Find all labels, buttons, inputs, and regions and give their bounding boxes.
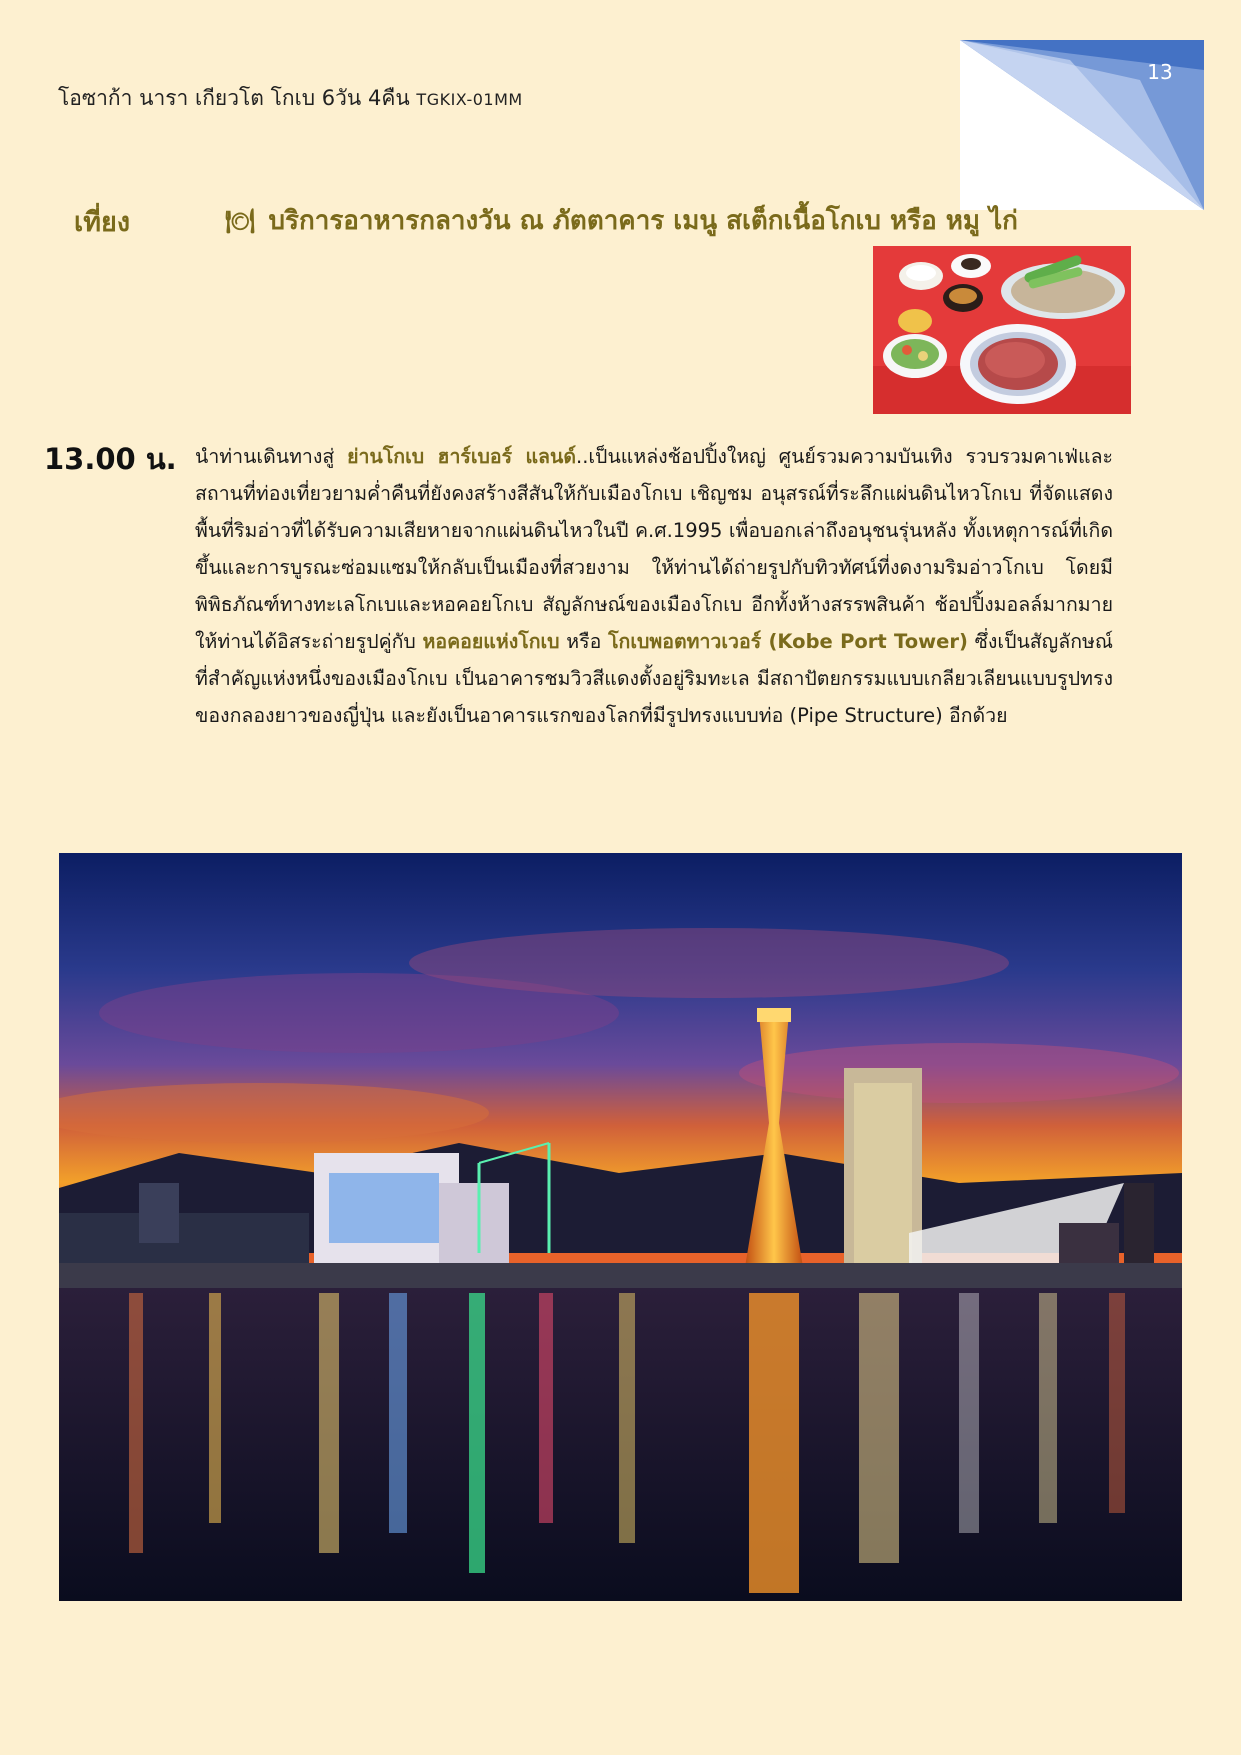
tour-title: โอซาก้า นารา เกียวโต โกเบ 6วัน 4คืน bbox=[58, 86, 410, 110]
lunch-text: บริการอาหารกลางวัน ณ ภัตตาคาร เมนู สเต็กเนื้อโกเบ หรือ หมู ไก่ bbox=[268, 206, 1018, 236]
kobe-harbor-night-photo bbox=[59, 853, 1182, 1601]
highlight-kobe-tower: หอคอยแห่งโกเบ bbox=[422, 630, 560, 653]
activity-description bbox=[195, 438, 1113, 734]
description-text: นำท่านเดินทางสู่ bbox=[195, 445, 348, 468]
highlight-kobe-port-tower: โกเบพอตทาวเวอร์ (Kobe Port Tower) bbox=[608, 630, 968, 653]
lunch-description bbox=[225, 200, 1018, 241]
time-label: 13.00 น. bbox=[44, 442, 177, 476]
highlight-harborland: ย่านโกเบ ฮาร์เบอร์ แลนด์ bbox=[347, 445, 576, 468]
page-number: 13 bbox=[1147, 60, 1173, 84]
description-text: ซึ่งเป็นสัญลักษณ์ที่สำคัญแห่งหนึ่งของเมืองโกเบ เป็นอาคารชมวิวสีแดงตั้งอยู่ริมทะเล มีสถาปัตยกรรมแบบเกลียวเลียนแบบรูปทรงของกลองยาวของญี่ปุ่น และยังเป็นอาคารแรกของโลกที่มีรูปทรงแบบท่อ (Pipe Structure) อีกด้วย bbox=[195, 630, 1114, 727]
lunch-label: เที่ยง bbox=[74, 207, 131, 238]
plate-cutlery-icon: 🍽 bbox=[225, 207, 256, 235]
food-photo bbox=[873, 246, 1131, 414]
tour-code: TGKIX-01MM bbox=[416, 90, 523, 109]
description-text: หรือ bbox=[559, 630, 609, 653]
document-header bbox=[58, 82, 523, 115]
description-text: ..เป็นแหล่งช้อปปิ้งใหญ่ ศูนย์รวมความบันเทิง รวบรวมคาเฟ่และสถานที่ท่องเที่ยวยามค่ำคืนที่ยังคงสร้างสีสันให้กับเมืองโกเบ เชิญชม อนุสรณ์ที่ระลึกแผ่นดินไหวโกเบ ที่จัดแสดงพื้นที่ริมอ่าวที่ได้รับความเสียหายจากแผ่นดินไหวในปี ค.ศ.1995 เพื่อบอกเล่าถึงอนุชนรุ่นหลัง ทั้งเหตุการณ์ที่เกิดขึ้นและการบูรณะซ่อมแซมให้กลับเป็นเมืองที่สวยงาม ให้ท่านได้ถ่ายรูปกับทิวทัศน์ที่งดงามริมอ่าวโกเบ โดยมีพิพิธภัณฑ์ทางทะเลโกเบและหอคอยโกเบ สัญลักษณ์ของเมืองโกเบ อีกทั้งห้างสรรพสินค้า ช้อปปิ้งมอลล์มากมาย ให้ท่านได้อิสระถ่ายรูปคู่กับ bbox=[195, 445, 1113, 653]
